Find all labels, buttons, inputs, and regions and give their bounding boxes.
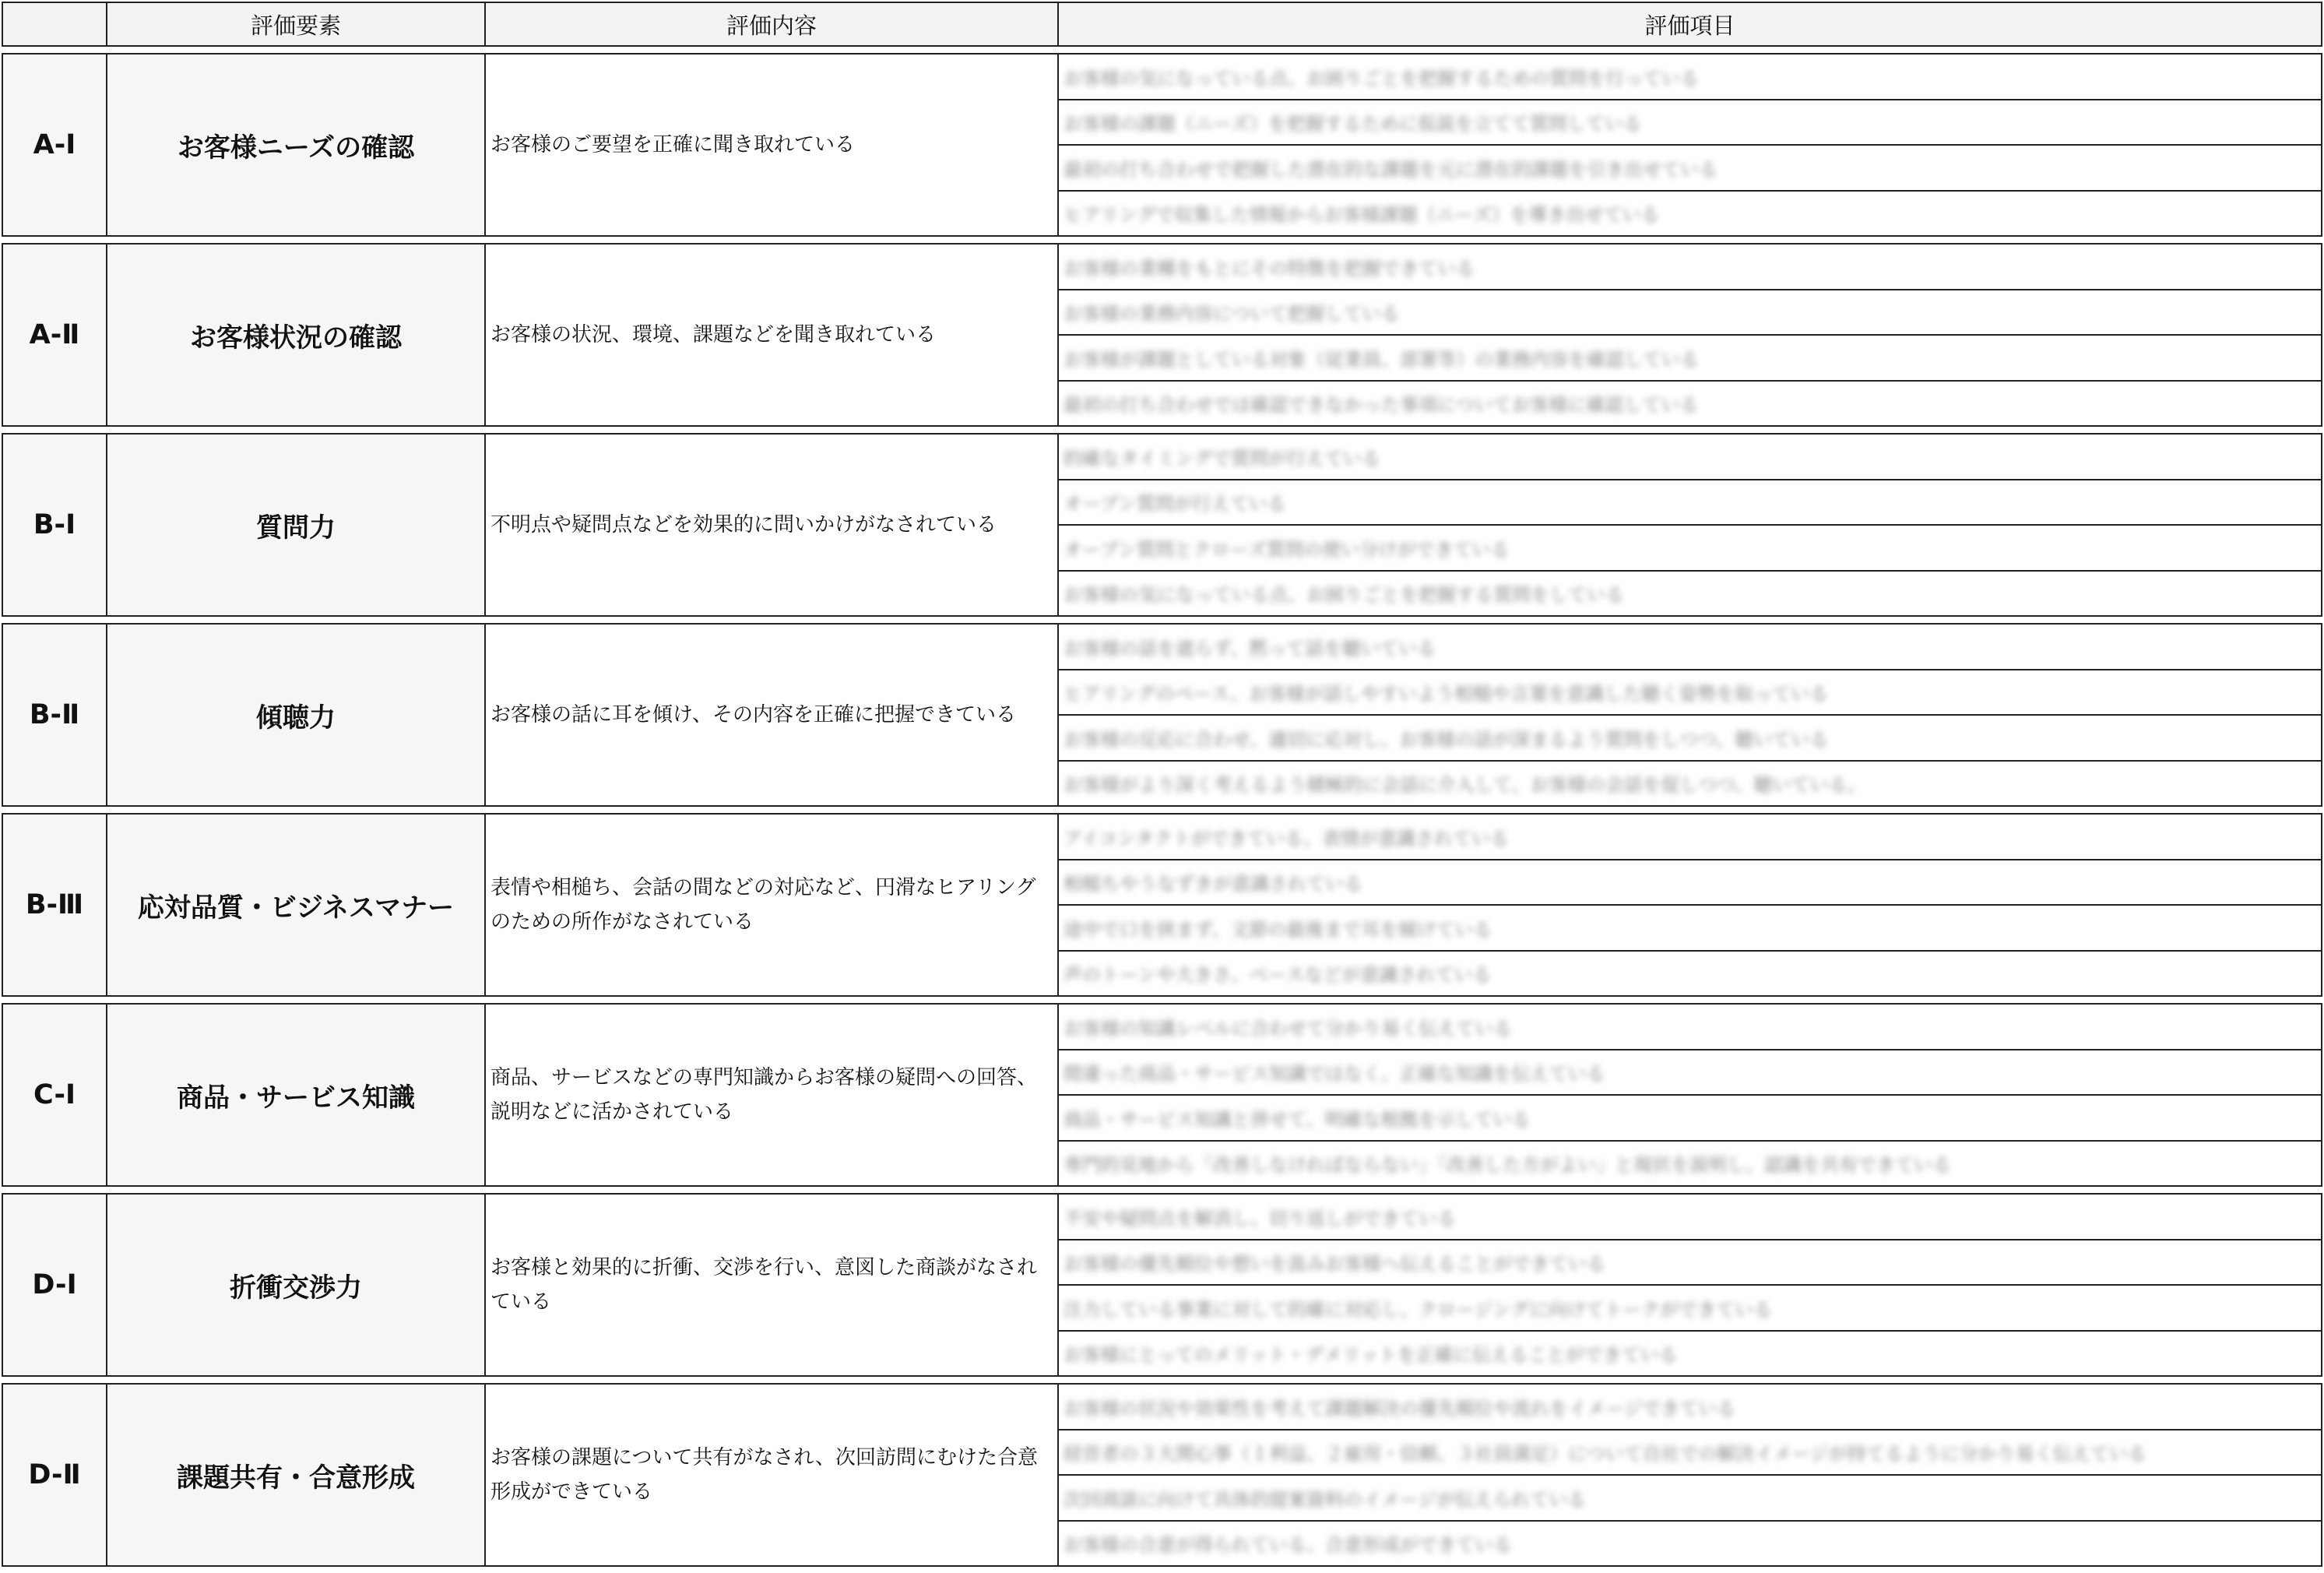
evaluation-item (1059, 1142, 2321, 1186)
evaluation-item (1059, 815, 2321, 860)
evaluation-item-text: ヒアリングで収集した情報からお客様課題（ニーズ）を導き出せている (1064, 204, 1660, 227)
group-code: A-Ⅰ (3, 55, 107, 235)
evaluation-item-text: 間違った商品・サービス知識ではなく、正確な知識を伝えている (1064, 1063, 1605, 1086)
evaluation-item-text: お客様の知識レベルに合わせて分かり易く伝えている (1064, 1017, 1512, 1040)
evaluation-item (1059, 906, 2321, 952)
evaluation-item-text: 次回商談に向けて具体的提案資料のイメージが伝えられている (1064, 1488, 1587, 1511)
evaluation-content: 不明点や疑問点などを効果的に問いかけがなされている (486, 435, 1059, 615)
evaluation-item (1059, 382, 2321, 426)
evaluation-item-text: 途中で口を挟まず、文節の最後まで耳を傾けている (1064, 918, 1492, 941)
evaluation-item-text: お客様の話を遮らず、黙って話を聴いている (1064, 637, 1436, 660)
evaluation-item-text: お客様の課題（ニーズ）を把握するために仮説を立てて質問している (1064, 113, 1642, 135)
evaluation-item-text: 的確なタイミングで質問が行えている (1064, 447, 1381, 470)
evaluation-group (2, 1003, 2322, 1187)
evaluation-content: お客様の課題について共有がなされ、次回訪問にむけた合意形成ができている (486, 1385, 1059, 1565)
evaluation-group (2, 1383, 2322, 1567)
evaluation-item-text: お客様の合意が得られている、合意形成ができている (1064, 1534, 1512, 1557)
evaluation-item (1059, 625, 2321, 670)
evaluation-items (1059, 1195, 2321, 1375)
evaluation-item-text: お客様の状況や効果性を考えて課題解決の優先順位や流れをイメージできている (1064, 1397, 1736, 1420)
evaluation-element: 商品・サービス知識 (107, 1005, 486, 1185)
evaluation-item (1059, 1050, 2321, 1096)
evaluation-group (2, 433, 2322, 617)
evaluation-item (1059, 670, 2321, 716)
evaluation-item-text: オープン質問とクローズ質問の使い分けができている (1064, 538, 1510, 561)
evaluation-item-text: お客様が課題としている対象（従業員、部署等）の業務内容を確認している (1064, 348, 1699, 371)
evaluation-content: お客様の状況、環境、課題などを聞き取れている (486, 245, 1059, 425)
evaluation-item (1059, 716, 2321, 762)
evaluation-content: お客様のご要望を正確に聞き取れている (486, 55, 1059, 235)
evaluation-element: お客様状況の確認 (107, 245, 486, 425)
evaluation-items (1059, 1385, 2321, 1565)
evaluation-item (1059, 572, 2321, 616)
evaluation-item (1059, 336, 2321, 382)
evaluation-element: 応対品質・ビジネスマナー (107, 815, 486, 995)
evaluation-items (1059, 625, 2321, 805)
evaluation-item-text: 経営者の３大関心事（１利益、２雇用・信頼、３社員満足）について自社での解決イメージが持てるように分かり易く伝えている (1064, 1443, 2146, 1466)
evaluation-content: 商品、サービスなどの専門知識からお客様の疑問への回答、説明などに活かされている (486, 1005, 1059, 1185)
group-code: B-Ⅲ (3, 815, 107, 995)
evaluation-item-text: オープン質問が行えている (1064, 493, 1286, 516)
evaluation-element: 質問力 (107, 435, 486, 615)
evaluation-item (1059, 526, 2321, 572)
evaluation-item-text: 最初の打ち合わせでは確認できなかった事項についてお客様に確認している (1064, 394, 1699, 417)
evaluation-item-text: アイコンタクトができている、表情が意識されている (1064, 827, 1509, 850)
group-code: D-Ⅰ (3, 1195, 107, 1375)
evaluation-item (1059, 192, 2321, 236)
evaluation-group (2, 813, 2322, 997)
evaluation-items (1059, 815, 2321, 995)
evaluation-item (1059, 1096, 2321, 1142)
evaluation-item-text: お客様の優先順位や想いを汲みお客様へ伝えることができている (1064, 1253, 1605, 1276)
evaluation-item (1059, 100, 2321, 146)
evaluation-items (1059, 55, 2321, 235)
evaluation-item (1059, 1005, 2321, 1050)
evaluation-item-text: 最初の打ち合わせで把握した潜在的な課題を元に潜在的課題を引き出せている (1064, 158, 1718, 181)
row-groups (2, 53, 2322, 1567)
evaluation-element: 傾聴力 (107, 625, 486, 805)
evaluation-item (1059, 1522, 2321, 1566)
evaluation-item (1059, 435, 2321, 480)
evaluation-item-text: 相槌ちやうなずきが意識されている (1064, 873, 1362, 896)
evaluation-group (2, 53, 2322, 237)
evaluation-item-text: 商品・サービス知識と併せて、明確な根拠を示している (1064, 1108, 1531, 1131)
group-code: B-Ⅱ (3, 625, 107, 805)
evaluation-item (1059, 1385, 2321, 1430)
evaluation-items (1059, 435, 2321, 615)
evaluation-content: お客様の話に耳を傾け、その内容を正確に把握できている (486, 625, 1059, 805)
header-content: 評価内容 (486, 3, 1059, 45)
evaluation-group (2, 623, 2322, 807)
evaluation-item (1059, 1240, 2321, 1286)
evaluation-item (1059, 55, 2321, 100)
evaluation-item-text: お客様の気になっている点、お困りごとを把握するための質問を行っている (1064, 67, 1699, 90)
evaluation-item (1059, 1332, 2321, 1376)
group-code: C-Ⅰ (3, 1005, 107, 1185)
evaluation-item-text: お客様がより深く考えるよう積極的に会話に介入して、お客様の会話を促しつつ、聴いている。 (1064, 774, 1866, 797)
evaluation-group (2, 1193, 2322, 1377)
evaluation-item (1059, 952, 2321, 996)
group-code: D-Ⅱ (3, 1385, 107, 1565)
evaluation-item-text: お客様にとってのメリット・デメリットを正確に伝えることができている (1064, 1344, 1678, 1367)
evaluation-item (1059, 146, 2321, 192)
evaluation-content: お客様と効果的に折衝、交渉を行い、意図した商談がなされている (486, 1195, 1059, 1375)
evaluation-group (2, 243, 2322, 427)
header-row (2, 2, 2322, 47)
evaluation-item (1059, 1195, 2321, 1240)
evaluation-item-text: 専門的見地から「改善しなければならない」「改善した方がよい」と現状を説明し、認識を共有できている (1064, 1154, 1951, 1177)
header-items: 評価項目 (1644, 12, 1735, 39)
evaluation-item (1059, 480, 2321, 526)
evaluation-item (1059, 245, 2321, 290)
evaluation-items (1059, 245, 2321, 425)
evaluation-item-text: 声のトーンや大きさ、ペースなどが意識されている (1064, 964, 1492, 987)
header-code (3, 3, 107, 45)
evaluation-item (1059, 1286, 2321, 1332)
evaluation-item (1059, 860, 2321, 906)
evaluation-item (1059, 762, 2321, 806)
evaluation-item (1059, 290, 2321, 336)
evaluation-element: 折衝交渉力 (107, 1195, 486, 1375)
evaluation-element: 課題共有・合意形成 (107, 1385, 486, 1565)
evaluation-item-text: 注力している事業に対して的確に対応し、クロージングに向けてトークができている (1064, 1298, 1772, 1321)
group-code: A-Ⅱ (3, 245, 107, 425)
evaluation-content: 表情や相槌ち、会話の間などの対応など、円滑なヒアリングのための所作がなされている (486, 815, 1059, 995)
evaluation-item (1059, 1430, 2321, 1476)
evaluation-item-text: ヒアリングのペース、お客様が話しやすいよう相槌や言葉を意識した聴く姿勢を取っている (1064, 683, 1829, 706)
group-code: B-Ⅰ (3, 435, 107, 615)
evaluation-item-text: お客様の気になっている点、お困りごとを把握する質問をしている (1064, 584, 1624, 607)
evaluation-item-text: お客様の業務内容について把握している (1064, 303, 1400, 326)
header-element: 評価要素 (107, 3, 486, 45)
evaluation-item (1059, 1476, 2321, 1522)
evaluation-item-text: お客様の反応に合わせ、適切に応対し、お客様の話が深まるよう質問をしつつ、聴いている (1064, 728, 1829, 751)
evaluation-element: お客様ニーズの確認 (107, 55, 486, 235)
evaluation-items (1059, 1005, 2321, 1185)
evaluation-item-text: お客様の業種をもとにその特徴を把握できている (1064, 257, 1475, 280)
evaluation-sheet (2, 2, 2322, 1567)
evaluation-item-text: 不安や疑問点を解消し、切り返しができている (1064, 1207, 1456, 1230)
